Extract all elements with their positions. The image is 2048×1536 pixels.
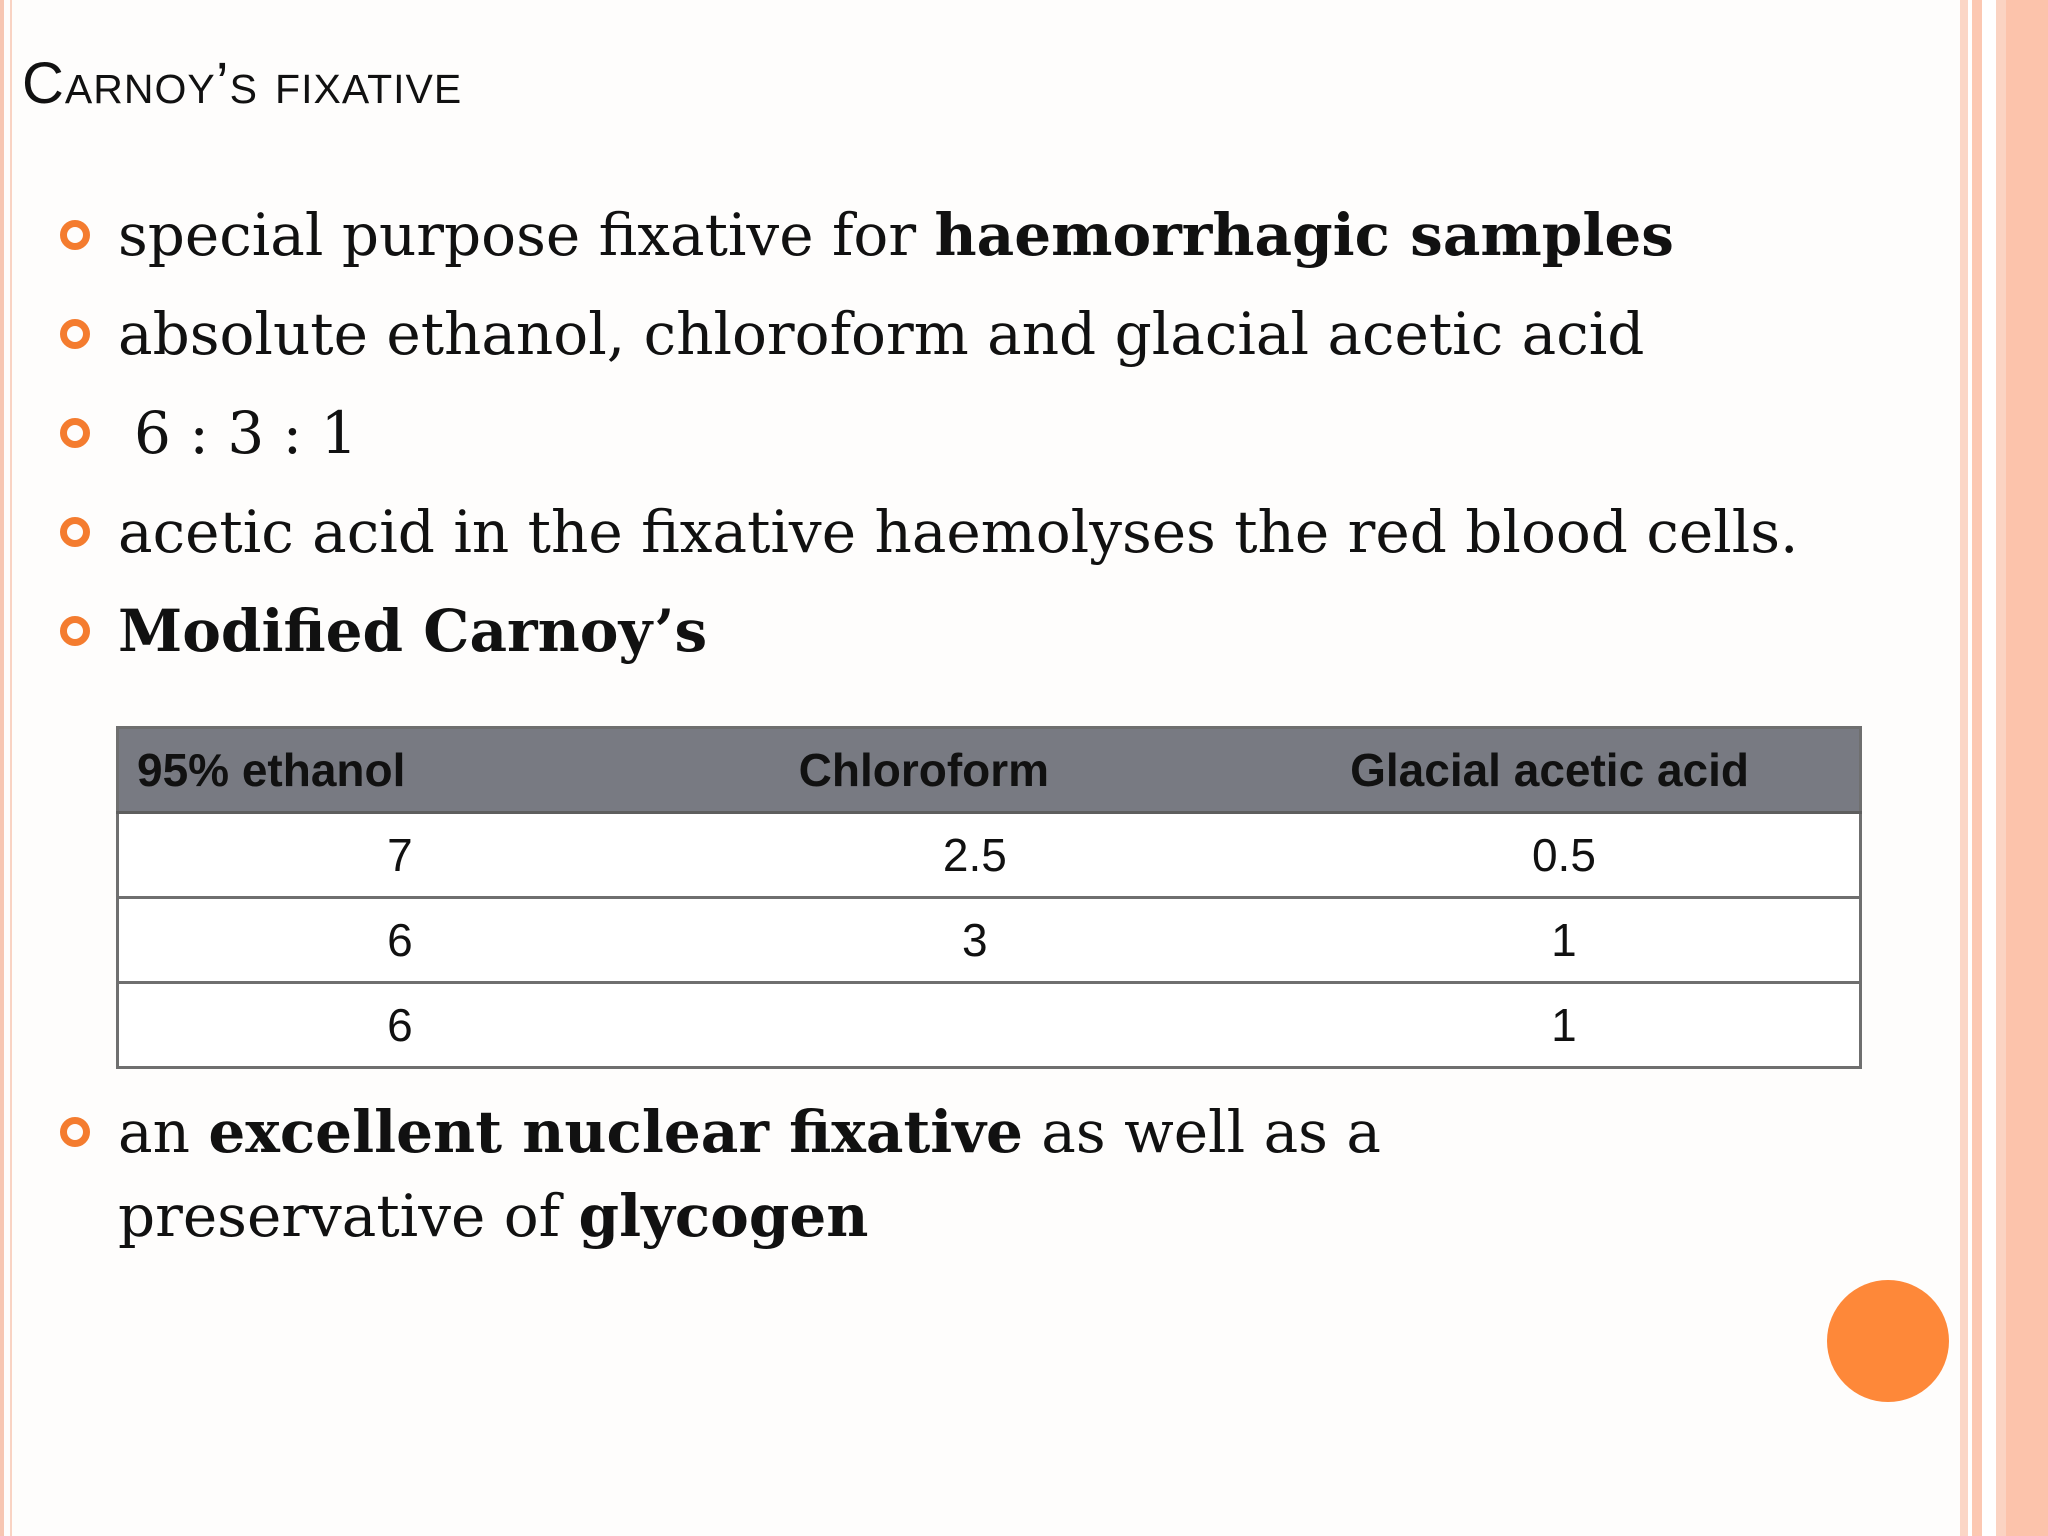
table-cell — [681, 983, 1269, 1068]
column-header: Chloroform — [681, 728, 1269, 813]
right-border-stripe — [1960, 0, 1968, 1536]
bullet-emphasis: glycogen — [578, 1182, 869, 1250]
table-cell: 6 — [118, 898, 681, 983]
bullet-item — [60, 591, 1880, 690]
column-header: Glacial acetic acid — [1269, 728, 1861, 813]
bullet-ring-icon — [60, 1117, 90, 1147]
table-cell: 0.5 — [1269, 813, 1861, 898]
table-row — [118, 983, 1861, 1068]
table-cell: 1 — [1269, 898, 1861, 983]
table-cell: 2.5 — [681, 813, 1269, 898]
bullet-item — [60, 492, 1880, 591]
slide-title: Carnoy’s fixative — [22, 51, 463, 116]
table-row — [118, 813, 1861, 898]
right-border-stripe — [1972, 0, 1982, 1536]
table-cell: 6 — [118, 983, 681, 1068]
right-border-gap — [1982, 0, 1996, 1536]
left-border-line — [0, 0, 4, 1536]
bullet-text: special purpose fixative for haemorrhagic samples — [118, 201, 1674, 269]
bullet-item — [60, 195, 1880, 294]
bullet-emphasis: Modified Carnoy’s — [118, 597, 708, 665]
bullet-text: an excellent nuclear fixative as well as a preservative of glycogen — [118, 1098, 1381, 1250]
bullet-ring-icon — [60, 319, 90, 349]
bullet-list — [60, 195, 1880, 690]
table-cell: 1 — [1269, 983, 1861, 1068]
bullet-text: absolute ethanol, chloroform and glacial acetic acid — [118, 300, 1645, 368]
column-header: 95% ethanol — [118, 728, 681, 813]
table-cell: 7 — [118, 813, 681, 898]
bullet-text: acetic acid in the fixative haemolyses the red blood cells. — [118, 498, 1799, 566]
bullet-item — [60, 393, 1880, 492]
bullet-ring-icon — [60, 220, 90, 250]
right-border-band — [2006, 0, 2048, 1536]
bullet-emphasis: excellent nuclear fixative — [208, 1098, 1023, 1166]
bullet-ring-icon — [60, 517, 90, 547]
bullet-item — [60, 294, 1880, 393]
bullet-ring-icon — [60, 616, 90, 646]
bullet-text — [118, 591, 707, 671]
bullet-emphasis: haemorrhagic samples — [934, 201, 1674, 269]
table-header-row — [118, 728, 1861, 813]
table-cell: 3 — [681, 898, 1269, 983]
table-row — [118, 898, 1861, 983]
ratio-text: 6 : 3 : 1 — [134, 399, 358, 467]
left-border-line-inner — [10, 0, 12, 1536]
right-border-stripe — [1996, 0, 2006, 1536]
decorative-circle-icon — [1827, 1280, 1949, 1402]
modified-carnoy-table — [116, 726, 1862, 1069]
bullet-ring-icon — [60, 418, 90, 448]
bullet-item — [60, 1090, 1760, 1258]
